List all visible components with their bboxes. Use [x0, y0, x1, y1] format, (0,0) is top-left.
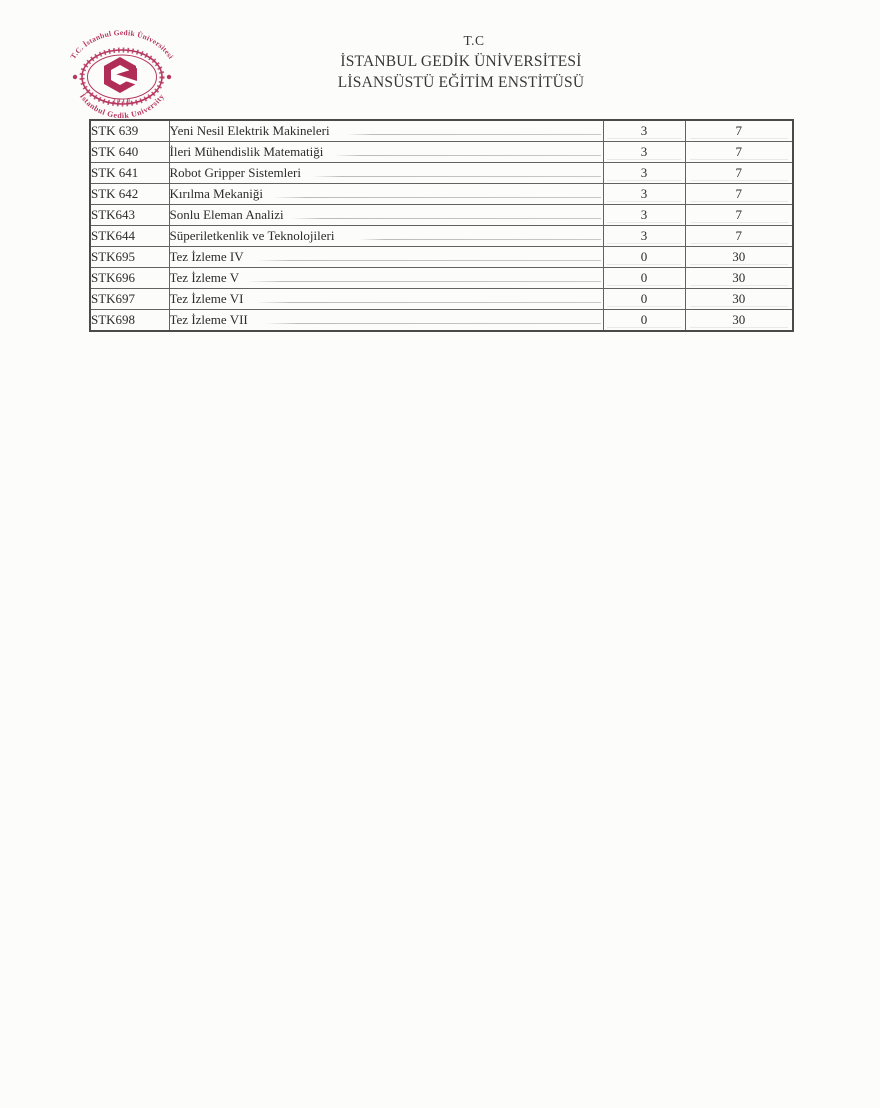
course-title-cell: Tez İzleme VII — [169, 310, 603, 332]
table-row — [90, 142, 793, 163]
course-title-cell: İleri Mühendislik Matematiği — [169, 142, 603, 163]
course-code-cell: STK 641 — [90, 163, 169, 184]
course-title-cell: Sonlu Eleman Analizi — [169, 205, 603, 226]
table-row — [90, 205, 793, 226]
course-ects-cell: 7 — [685, 205, 793, 226]
course-credit-cell: 0 — [603, 268, 685, 289]
course-credit-cell: 3 — [603, 142, 685, 163]
course-table-body — [90, 120, 793, 331]
university-seal-logo — [52, 7, 192, 147]
course-credit-cell: 0 — [603, 310, 685, 332]
course-code-cell: STK 640 — [90, 142, 169, 163]
course-credit-cell: 3 — [603, 163, 685, 184]
course-title-cell: Yeni Nesil Elektrik Makineleri — [169, 120, 603, 142]
course-code-cell: STK697 — [90, 289, 169, 310]
course-code-cell: STK695 — [90, 247, 169, 268]
course-title-cell: Tez İzleme IV — [169, 247, 603, 268]
seal-left-dot — [73, 75, 77, 79]
course-ects-cell: 7 — [685, 184, 793, 205]
course-credit-cell: 3 — [603, 226, 685, 247]
course-ects-cell: 30 — [685, 289, 793, 310]
table-row — [90, 226, 793, 247]
course-credit-cell: 0 — [603, 289, 685, 310]
course-code-cell: STK698 — [90, 310, 169, 332]
header-tc: T.C — [463, 33, 485, 48]
course-credit-cell: 0 — [603, 247, 685, 268]
seal-year: 2010 — [112, 97, 132, 105]
course-title-cell: Robot Gripper Sistemleri — [169, 163, 603, 184]
table-row — [90, 289, 793, 310]
seal-right-dot — [167, 75, 171, 79]
course-ects-cell: 30 — [685, 247, 793, 268]
course-title-cell: Süperiletkenlik ve Teknolojileri — [169, 226, 603, 247]
seal-graphic — [52, 7, 192, 147]
course-code-cell: STK644 — [90, 226, 169, 247]
header-institute-name: LİSANSÜSTÜ EĞİTİM ENSTİTÜSÜ — [337, 74, 585, 91]
course-title-cell: Tez İzleme VI — [169, 289, 603, 310]
table-row — [90, 310, 793, 332]
course-code-cell: STK 639 — [90, 120, 169, 142]
course-credit-cell: 3 — [603, 205, 685, 226]
table-row — [90, 268, 793, 289]
table-row — [90, 120, 793, 142]
course-ects-cell: 30 — [685, 310, 793, 332]
course-ects-cell: 7 — [685, 226, 793, 247]
header-university-name: İSTANBUL GEDİK ÜNİVERSİTESİ — [340, 53, 582, 70]
course-ects-cell: 30 — [685, 268, 793, 289]
table-row — [90, 163, 793, 184]
course-title-cell: Tez İzleme V — [169, 268, 603, 289]
table-row — [90, 247, 793, 268]
course-credit-cell: 3 — [603, 120, 685, 142]
course-ects-cell: 7 — [685, 163, 793, 184]
seal-arc-bottom-text: İstanbul Gedik University — [77, 91, 167, 121]
course-code-cell: STK696 — [90, 268, 169, 289]
course-ects-cell: 7 — [685, 120, 793, 142]
table-row — [90, 184, 793, 205]
gedik-g-emblem — [104, 57, 137, 93]
course-title-cell: Kırılma Mekaniği — [169, 184, 603, 205]
course-code-cell: STK643 — [90, 205, 169, 226]
course-credit-cell: 3 — [603, 184, 685, 205]
course-table — [89, 119, 794, 332]
seal-arc-top-text: T.C. İstanbul Gedik Üniversitesi — [68, 27, 176, 61]
course-code-cell: STK 642 — [90, 184, 169, 205]
course-ects-cell: 7 — [685, 142, 793, 163]
